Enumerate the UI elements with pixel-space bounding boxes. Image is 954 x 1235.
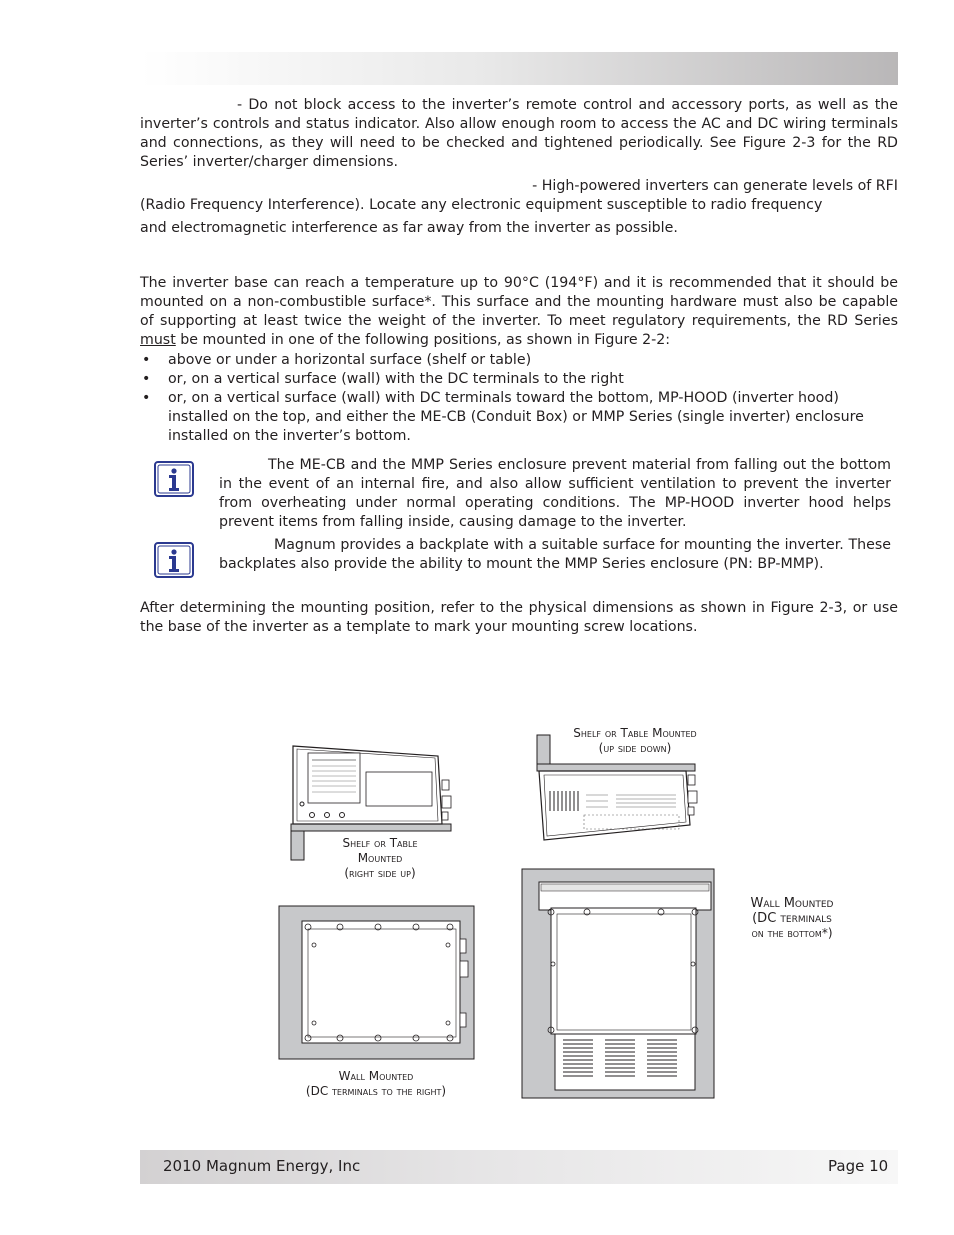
- mounting-positions-list: [140, 351, 898, 446]
- caption-wall-dc-bottom: [722, 896, 862, 941]
- mounting-must: must: [140, 332, 176, 348]
- info-icon: [154, 542, 194, 578]
- inverter-wall-dc-bottom-illustration: [521, 868, 715, 1100]
- mounting-text-b: be mounted in one of the following positions, as shown in Figure 2-2:: [175, 332, 671, 348]
- page-number: Page 10: [828, 1157, 889, 1175]
- rfi-paragraph-line2: (Radio Frequency Interference). Locate any electronic equipment susceptible to radio frequency: [140, 197, 823, 213]
- caption-line: (DC terminals: [752, 911, 832, 926]
- list-item: • above or under a horizontal surface (shelf or table): [140, 351, 898, 370]
- note-paragraph: Magnum provides a backplate with a suitable surface for mounting the inverter. These backplates also provide the ability to mount the MMP Series enclosure (PN: BP-MMP).: [219, 537, 891, 572]
- access-paragraph: - Do not block access to the inverter’s remote control and accessory ports, as well as the inverter’s controls and status indicator. Also allow enough room to access the AC and DC wiring terminals and connections, as they will need to be checked and tightened periodically. See Figure 2-3 for the RD Series’ inverter/charger dimensions.: [140, 97, 898, 170]
- rfi-paragraph-line3: and electromagnetic interference as far away from the inverter as possible.: [140, 220, 678, 236]
- inverter-shelf-upside-down-illustration: [536, 735, 706, 843]
- info-icon: [154, 461, 194, 497]
- caption-line: (DC terminals to the right): [305, 1084, 447, 1098]
- caption-line: (right side up): [344, 866, 416, 880]
- caption-line: (up side down): [598, 741, 672, 755]
- list-item: • or, on a vertical surface (wall) with DC terminals toward the bottom, MP-HOOD (inverter hood) installed on the top, and either the ME-CB (Conduit Box) or MMP Series (single inverter) enclosure installed on the inverter’s bottom.: [140, 389, 898, 446]
- caption-shelf-right-side-up: [310, 836, 450, 881]
- caption-line: Shelf or Table: [342, 836, 418, 850]
- caption-wall-dc-right: [276, 1069, 476, 1099]
- inverter-wall-dc-right-illustration: [278, 905, 476, 1061]
- after-paragraph: After determining the mounting position, refer to the physical dimensions as shown in Figure 2-3, or use the base of the inverter as a template to mark your mounting screw locations.: [140, 600, 898, 635]
- note-paragraph: The ME-CB and the MMP Series enclosure prevent material from falling out the bottom in the event of an internal fire, and also allow sufficient ventilation to prevent the inverter from overheating under normal operating conditions. The MP-HOOD inverter hood helps prevent items from falling inside, causing damage to the inverter.: [219, 457, 891, 530]
- mounting-text-a: The inverter base can reach a temperature up to 90°C (194°F) and it is recommended that it should be mounted on a non-combustible surface*. This surface and the mounting hardware must also be capable of supporting at least twice the weight of the inverter. To meet regulatory requirements, the RD Series: [140, 275, 898, 329]
- caption-line: Wall Mounted: [338, 1069, 414, 1083]
- caption-line: Wall Mounted: [750, 896, 834, 911]
- caption-line: Shelf or Table Mounted: [573, 726, 697, 740]
- footer-copyright: 2010 Magnum Energy, Inc: [163, 1157, 361, 1175]
- caption-line: Mounted: [357, 851, 403, 865]
- caption-line: on the bottom*): [751, 926, 833, 940]
- mounting-paragraph: [140, 274, 898, 350]
- rfi-paragraph-line1: - High-powered inverters can generate levels of RFI: [532, 178, 898, 194]
- header-bar: [140, 52, 898, 85]
- list-item: • or, on a vertical surface (wall) with the DC terminals to the right: [140, 370, 898, 389]
